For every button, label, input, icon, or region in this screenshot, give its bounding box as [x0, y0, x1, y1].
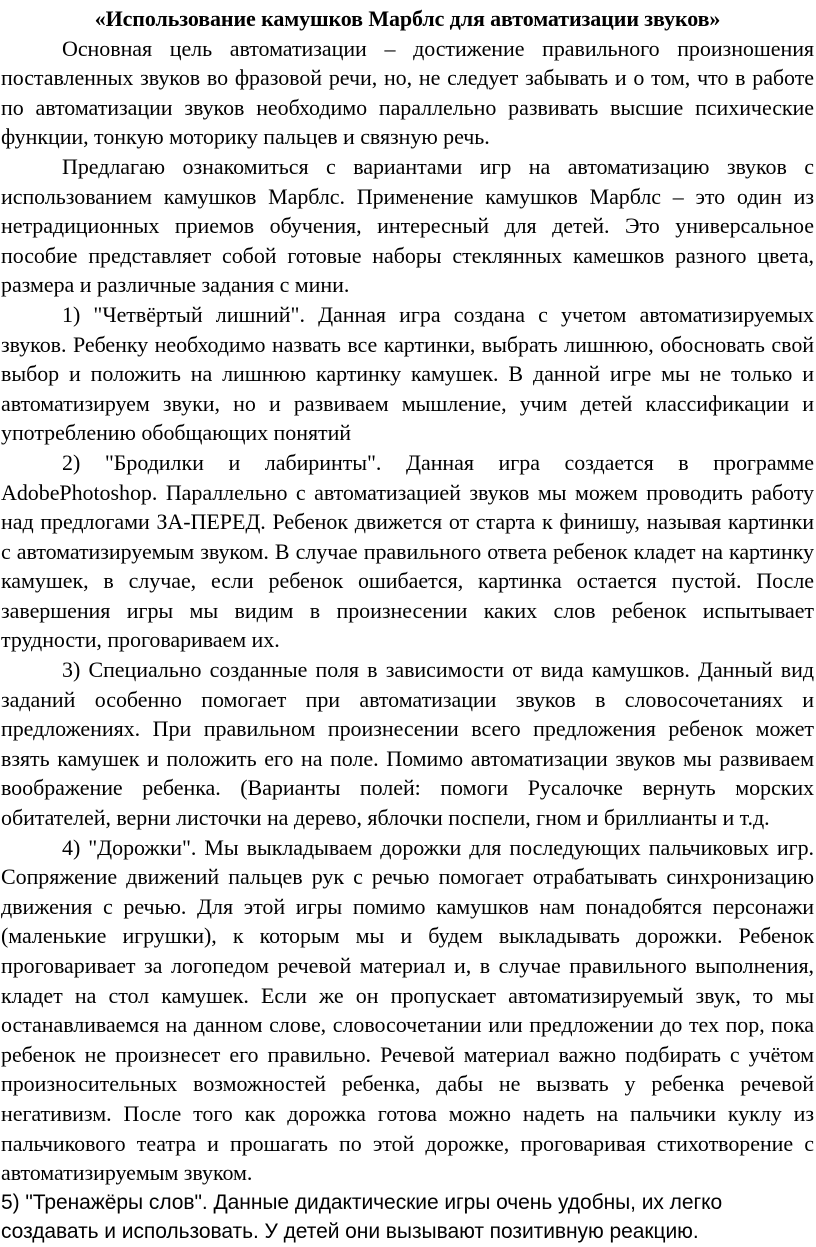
- paragraph-game-mazes: 2) "Бродилки и лабиринты". Данная игра создается в программе AdobePhotoshop. Параллельно с автоматизацией звуков мы можем проводить работу над предлогами ЗА-ПЕРЕД. Ребенок движется от старта к финишу, называя картинки с автоматизируемым звуком. В случае правильного ответа ребенок кладет на картинку камушек, в случае, если ребенок ошибается, картинка остается пустой. После завершения игры мы видим в произнесении каких слов ребенок испытывает трудности, проговариваем их.: [1, 449, 814, 653]
- paragraph-intro: Основная цель автоматизации – достижение правильного произношения поставленных звуков во фразовой речи, но, не следует забывать и о том, что в работе по автоматизации звуков необходимо параллельно развивать высшие психические функции, тонкую моторику пальцев и связную речь.: [1, 35, 814, 150]
- document-title: «Использование камушков Марблс для автоматизации звуков»: [94, 6, 721, 31]
- paragraph-game-word-trainers: 5) "Тренажёры слов". Данные дидактические игры очень удобны, их легко создавать и использовать. У детей они вызывают позитивную реакцию.: [1, 1190, 723, 1244]
- paragraph-marbles-overview: Предлагаю ознакомиться с вариантами игр на автоматизацию звуков с использованием камушков Марблс. Применение камушков Марблс – это один из нетрадиционных приемов обучения, интересный для детей. Это универсальное пособие представляет собой готовые наборы стеклянных камешков разного цвета, размера и различные задания с мини.: [1, 153, 814, 298]
- paragraph-game-fourth-extra: 1) "Четвёртый лишний". Данная игра создана с учетом автоматизируемых звуков. Ребенку необходимо назвать все картинки, выбрать лишнюю, обосновать свой выбор и положить на лишнюю картинку камушек. В данной игре мы не только и автоматизируем звуки, но и развиваем мышление, учим детей классификации и употреблению обобщающих понятий: [1, 301, 814, 446]
- paragraph-game-paths: 4) "Дорожки". Мы выкладываем дорожки для последующих пальчиковых игр. Сопряжение движений пальцев рук с речью помогает отрабатывать синхронизацию движения с речью. Для этой игры помимо камушков нам понадобятся персонажи (маленькие игрушки), к которым мы и будем выкладывать дорожки. Ребенок проговаривает за логопедом речевой материал и, в случае правильного выполнения, кладет на стол камушек. Если же он пропускает автоматизируемый звук, то мы останавливаемся на данном слове, словосочетании или предложении до тех пор, пока ребенок не произнесет его правильно. Речевой материал важно подбирать с учётом произносительных возможностей ребенка, дабы не вызвать у ребенка речевой негативизм. После того как дорожка готова можно надеть на пальчики куклу из пальчикового театра и прошагать по этой дорожке, проговаривая стихотворение с автоматизируемым звуком.: [1, 834, 814, 1186]
- paragraph-game-fields: 3) Специально созданные поля в зависимости от вида камушков. Данный вид заданий особенно помогает при автоматизации звуков в словосочетаниях и предложениях. При правильном произнесении всего предложения ребенок может взять камушек и положить его на поле. Помимо автоматизации звуков мы развиваем воображение ребенка. (Варианты полей: помоги Русалочке вернуть морских обитателей, верни листочки на дерево, яблочки поспели, гном и бриллианты и т.д.: [1, 657, 814, 831]
